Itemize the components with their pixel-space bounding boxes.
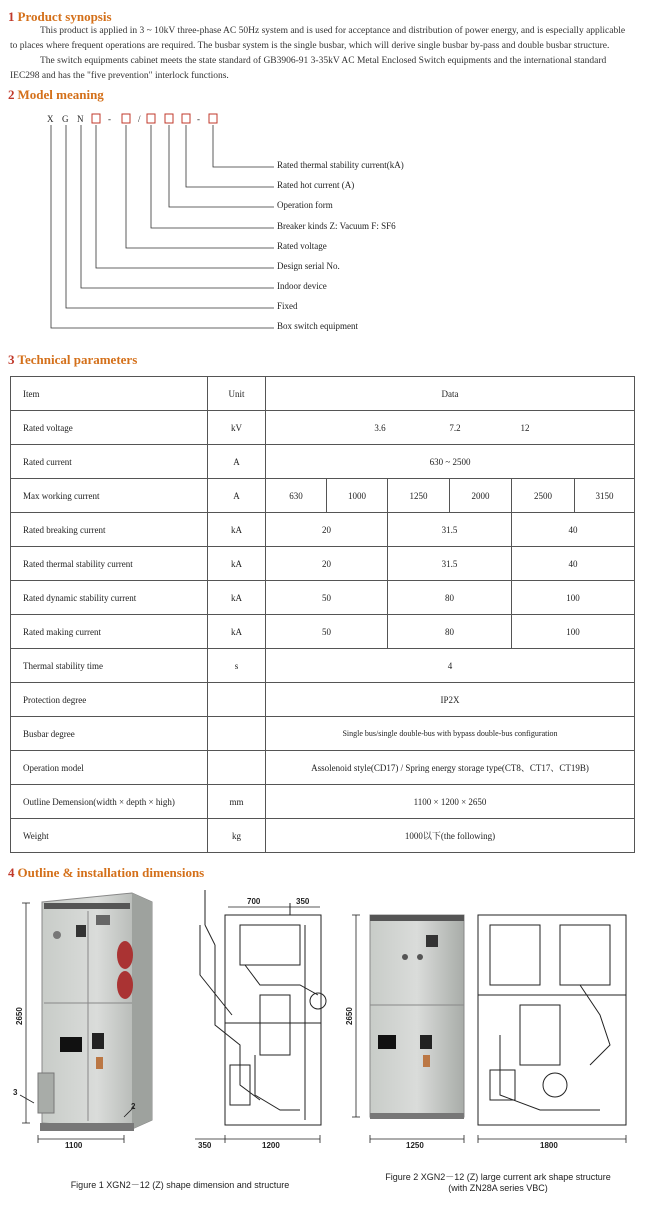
- fig2-width-label: 1250: [406, 1141, 424, 1150]
- section-heading-tech: 3 Technical parameters: [8, 352, 138, 367]
- code-letter-x: X: [47, 114, 54, 124]
- code-box-2: [122, 114, 130, 123]
- table-row: Rated thermal stability current kA 20 31.5 40: [11, 547, 635, 581]
- fig1-side-top-a: 700: [247, 897, 261, 906]
- fig1-side-bottom-a: 350: [198, 1141, 212, 1150]
- fig1-cabinet-photo: [38, 893, 152, 1131]
- fig2-caption-1: Figure 2 XGN2－12 (Z) large current ark shape structure: [385, 1172, 611, 1182]
- table-header-row: [11, 377, 635, 411]
- code-box-5: [182, 114, 190, 123]
- fig1-side-drawing: [200, 890, 326, 1125]
- table-row: Rated dynamic stability current kA 50 80 100: [11, 581, 635, 615]
- header-data: Data: [266, 377, 635, 411]
- model-label-thermal-current: Rated thermal stability current(kA): [277, 160, 404, 170]
- outline-drawings: [0, 885, 650, 1207]
- synopsis-text-1b: to places where frequent operations are required. The busbar system is the single busbar, which will derive single busbar by-pass and double busbar structure.: [10, 41, 610, 51]
- code-letter-n: N: [77, 114, 84, 124]
- code-separator-2: /: [138, 114, 141, 124]
- section-heading-outline: 4 Outline & installation dimensions: [8, 865, 205, 880]
- synopsis-text-1a: This product is applied in 3 ~ 10kV three-phase AC 50Hz system and is used for acceptance and distribution of power energy, and is especially applicable: [40, 26, 626, 36]
- code-box-3: [147, 114, 155, 123]
- synopsis-text-2b: IEC298 and has the "five prevention" interlock functions.: [10, 71, 229, 81]
- table-row: Busbar degree Single bus/single double-bus with bypass double-bus configuration: [11, 717, 635, 751]
- table-row: Outline Demension(width × depth × high) mm 1100 × 1200 × 2650: [11, 785, 635, 819]
- fig2-height-label: 2650: [345, 1007, 354, 1025]
- fig1-width-label: 1100: [65, 1141, 83, 1150]
- table-row: Thermal stability time s 4: [11, 649, 635, 683]
- fig1-height-label: 2650: [15, 1007, 24, 1025]
- table-row: Rated current A 630 ~ 2500: [11, 445, 635, 479]
- fig1-callout-3: 3: [13, 1088, 18, 1097]
- table-row: Max working current A 630 1000 1250 2000 2500 3150: [11, 479, 635, 513]
- table-row: Rated voltage kV 3.6 7.2 12: [11, 411, 635, 445]
- fig1-callout-2: 2: [131, 1102, 136, 1111]
- fig1-side-bottom-b: 1200: [262, 1141, 280, 1150]
- model-label-indoor: Indoor device: [277, 281, 327, 291]
- code-box-6: [209, 114, 217, 123]
- table-row: Weight kg 1000以下(the following): [11, 819, 635, 853]
- synopsis-text-2a: The switch equipments cabinet meets the state standard of GB3906-91 3-35kV AC Metal Enclosed Switch equipments and the international standard: [40, 56, 607, 66]
- fig1-side-top-b: 350: [296, 897, 310, 906]
- section-heading-model: 2 Model meaning: [8, 87, 104, 102]
- fig2-side-drawing: [478, 915, 626, 1125]
- table-row: Operation model Assolenoid style(CD17) / Spring energy storage type(CT8、CT17、CT19B): [11, 751, 635, 785]
- model-label-operation-form: Operation form: [277, 200, 333, 210]
- code-separator-1: -: [108, 114, 111, 124]
- fig2-cabinet-photo: [370, 915, 464, 1119]
- code-box-4: [165, 114, 173, 123]
- model-label-fixed: Fixed: [277, 301, 298, 311]
- table-row: Rated breaking current kA 20 31.5 40: [11, 513, 635, 547]
- table-row: Rated making current kA 50 80 100: [11, 615, 635, 649]
- model-label-breaker-kinds: Breaker kinds Z: Vacuum F: SF6: [277, 221, 396, 231]
- fig2-caption-2: (with ZN28A series VBC): [448, 1183, 548, 1193]
- section-heading-synopsis: 1 Product synopsis: [8, 9, 112, 24]
- tech-parameters-table: [10, 376, 635, 853]
- header-item: Item: [11, 377, 208, 411]
- code-separator-3: -: [197, 114, 200, 124]
- table-row: Protection degree IP2X: [11, 683, 635, 717]
- model-label-hot-current: Rated hot current (A): [277, 180, 355, 190]
- code-box-1: [92, 114, 100, 123]
- code-letter-g: G: [62, 114, 69, 124]
- model-label-design-serial: Design serial No.: [277, 261, 340, 271]
- model-label-rated-voltage: Rated voltage: [277, 241, 327, 251]
- fig1-caption: Figure 1 XGN2－12 (Z) shape dimension and structure: [70, 1180, 290, 1190]
- model-label-box-switch: Box switch equipment: [277, 321, 358, 331]
- fig2-side-width: 1800: [540, 1141, 558, 1150]
- header-unit: Unit: [208, 377, 266, 411]
